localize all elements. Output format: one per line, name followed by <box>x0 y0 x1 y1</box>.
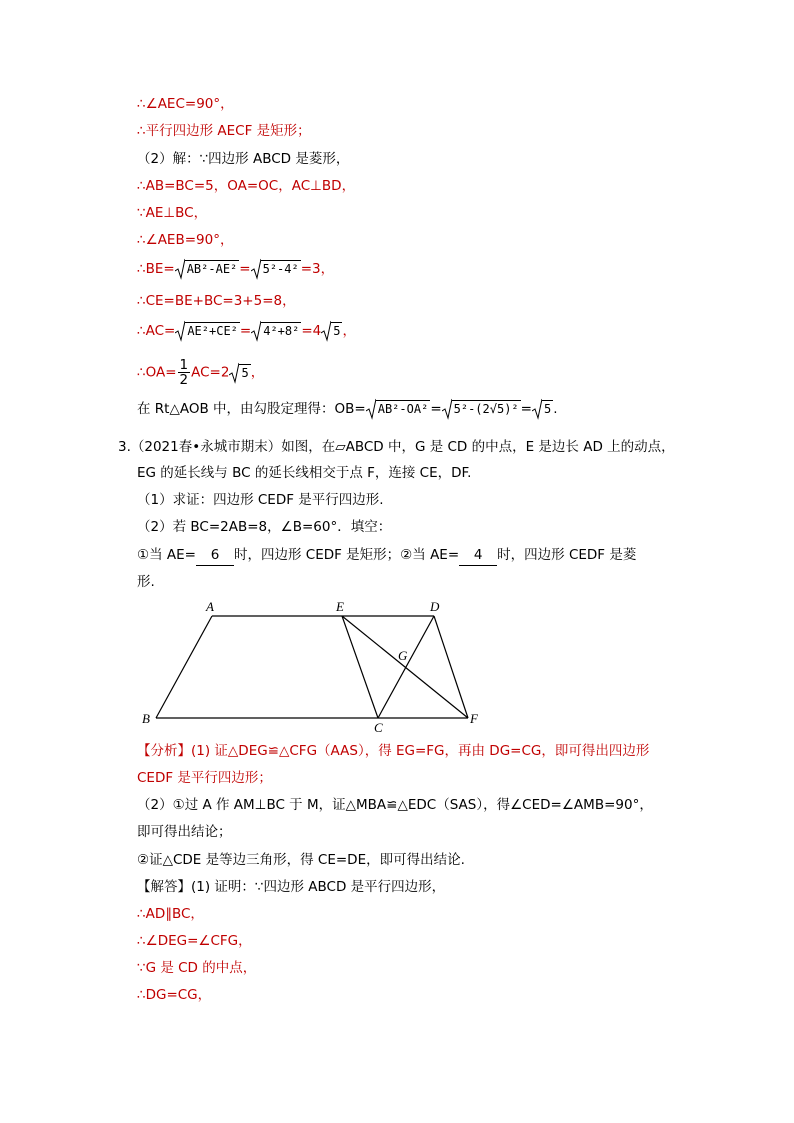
step-ae-perp-bc: ∵AE⊥BC， <box>137 205 208 221</box>
analysis-line5: ②证△CDE 是等边三角形，得 CE=DE，即可得出结论. <box>137 852 465 868</box>
step-ce-length: ∴CE=BE+BC=3+5=8， <box>137 293 296 309</box>
q3-part2: （2）若 BC=2AB=8，∠B=60°．填空： <box>137 519 392 535</box>
step-angle-aeb: ∴∠AEB=90°， <box>137 232 234 248</box>
label-g: G <box>398 648 408 663</box>
analysis-line2: CEDF 是平行四边形； <box>137 770 272 786</box>
fill-a-prefix: ①当 AE= <box>137 547 196 563</box>
radical-sign-icon <box>321 320 331 342</box>
answer-step-dg-cg: ∴DG=CG， <box>137 987 212 1003</box>
be-result: =3， <box>300 261 335 277</box>
analysis-line3: （2）①过 A 作 AM⊥BC 于 M，证△MBA≌△EDC（SAS），得∠CED=∠AMB=90°， <box>137 797 653 813</box>
label-b: B <box>142 711 150 726</box>
step-ob-length <box>137 398 558 420</box>
segment-df <box>434 616 468 718</box>
analysis-line1: 【分析】(1) 证△DEG≌△CFG（AAS），得 EG=FG，再由 DG=CG，即可得出四边形 <box>137 743 650 759</box>
oa-mid: AC=2 <box>191 364 230 381</box>
segment-dc <box>378 616 434 718</box>
sqrt-ab-oa: AB²-OA² <box>366 398 431 420</box>
analysis-line4: 即可得出结论； <box>137 824 232 840</box>
ac-coefficient: =4 <box>301 323 322 339</box>
parallelogram-figure <box>140 596 490 736</box>
sqrt-5: 5 <box>532 398 553 420</box>
ac-equals: = <box>239 323 252 339</box>
ob-prefix: 在 Rt△AOB 中，由勾股定理得：OB= <box>137 401 366 417</box>
answer-step-parallel: ∴AD∥BC， <box>137 906 204 922</box>
answer-step-angles: ∴∠DEG=∠CFG， <box>137 933 252 949</box>
sqrt-5-4: 5²-4² <box>251 258 301 280</box>
sqrt-5: 5 <box>229 362 250 384</box>
q3-part1: （1）求证：四边形 CEDF 是平行四边形. <box>137 492 384 508</box>
q3-fill-tail: 形. <box>137 574 155 590</box>
segment-ef <box>342 616 468 718</box>
sqrt-ab-ae: AB²-AE² <box>175 258 240 280</box>
oa-prefix: ∴OA= <box>137 364 177 381</box>
label-c: C <box>374 720 383 735</box>
radical-sign-icon <box>532 398 542 420</box>
answer-blank-rectangle: 6 <box>196 545 234 566</box>
q3-stem-line1: 3.（2021春•永城市期末）如图，在▱ABCD 中，G 是 CD 的中点，E 是边长 AD 上的动点， <box>118 439 675 455</box>
sqrt-5: 5 <box>321 320 342 342</box>
radical-sign-icon <box>175 258 185 280</box>
label-f: F <box>470 711 478 726</box>
ob-period: . <box>553 401 558 417</box>
step-angle-aec: ∴∠AEC=90°， <box>137 96 234 112</box>
answer-step-midpoint: ∵G 是 CD 的中点， <box>137 960 257 976</box>
radical-sign-icon <box>175 320 185 342</box>
step-ac-length <box>137 320 356 342</box>
sqrt-5-2root5: 5²-(2√5)² <box>442 398 521 420</box>
segment-ab <box>156 616 212 718</box>
sqrt-4-8: 4²+8² <box>251 320 301 342</box>
radical-sign-icon <box>366 398 376 420</box>
sqrt-ae-ce: AE²+CE² <box>175 320 240 342</box>
label-e: E <box>336 599 344 614</box>
fill-b-suffix: 时，四边形 CEDF 是菱 <box>497 547 637 563</box>
radical-sign-icon <box>251 320 261 342</box>
fill-a-suffix: 时，四边形 CEDF 是矩形；②当 AE= <box>233 547 460 563</box>
label-a: A <box>206 599 214 614</box>
radical-sign-icon <box>251 258 261 280</box>
radical-sign-icon <box>229 362 239 384</box>
answer-heading: 【解答】(1) 证明：∵四边形 ABCD 是平行四边形， <box>137 879 446 895</box>
radical-sign-icon <box>442 398 452 420</box>
answer-blank-rhombus: 4 <box>459 545 497 566</box>
ob-equals: = <box>430 401 442 417</box>
part2-solution-heading: （2）解：∵四边形 ABCD 是菱形， <box>137 151 350 167</box>
ob-equals-2: = <box>520 401 532 417</box>
ac-comma: ， <box>342 323 356 339</box>
q3-fill-in <box>137 545 636 566</box>
step-oa-length <box>137 358 264 387</box>
fraction-one-half: $\frac{1}{2}$ <box>179 357 189 388</box>
step-be-length <box>137 258 334 280</box>
be-equals: = <box>239 261 251 277</box>
label-d: D <box>430 599 440 614</box>
step-rhombus-properties: ∴AB=BC=5，OA=OC，AC⊥BD， <box>137 178 356 194</box>
be-prefix: ∴BE= <box>137 261 175 277</box>
step-rectangle-aecf: ∴平行四边形 AECF 是矩形； <box>137 123 311 139</box>
ac-prefix: ∴AC= <box>137 323 176 339</box>
oa-comma: ， <box>250 364 265 381</box>
q3-stem-line2: EG 的延长线与 BC 的延长线相交于点 F，连接 CE，DF. <box>137 465 472 481</box>
